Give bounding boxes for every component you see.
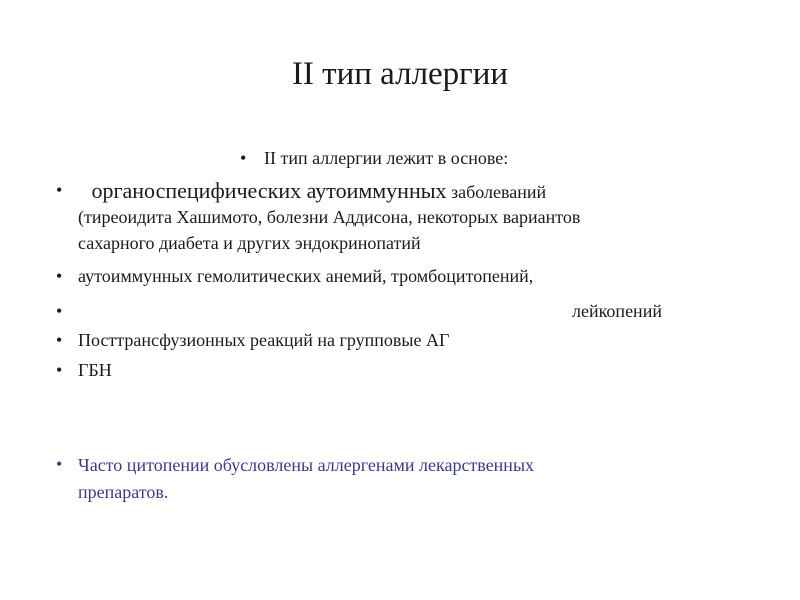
bullet-icon: • (240, 148, 247, 168)
list-item-text: аутоиммунных гемолитических анемий, тромбоцитопений, (78, 266, 534, 286)
intro-bullet-item (240, 146, 508, 170)
list-item-text (78, 452, 534, 506)
list-item-text (78, 178, 580, 256)
bullet-icon: • (56, 360, 63, 380)
list-item-line: (тиреоидита Хашимото, болезни Аддисона, некоторых вариантов (78, 207, 581, 227)
list-item-text: Посттрансфузионных реакций на групповые АГ (78, 330, 450, 350)
bullet-icon: • (56, 330, 63, 350)
list-item-emphasis: органоспецифических аутоиммунных (91, 178, 447, 203)
bullet-icon: • (56, 301, 63, 321)
slide-title: II тип аллергии (291, 56, 509, 92)
list-item-text-rest: заболеваний (446, 182, 547, 202)
list-item-line: сахарного диабета и других эндокринопатий (78, 233, 421, 253)
list-item-text: лейкопений (572, 301, 662, 321)
intro-text: II тип аллергии лежит в основе: (264, 148, 509, 168)
list-item-text: ГБН (78, 360, 112, 380)
list-item-line: препаратов. (78, 482, 169, 502)
list-item-line: Часто цитопении обусловлены аллергенами лекарственных (78, 455, 535, 475)
bullet-icon: • (56, 454, 63, 474)
bullet-icon: • (56, 266, 63, 286)
bullet-icon: • (56, 180, 63, 200)
